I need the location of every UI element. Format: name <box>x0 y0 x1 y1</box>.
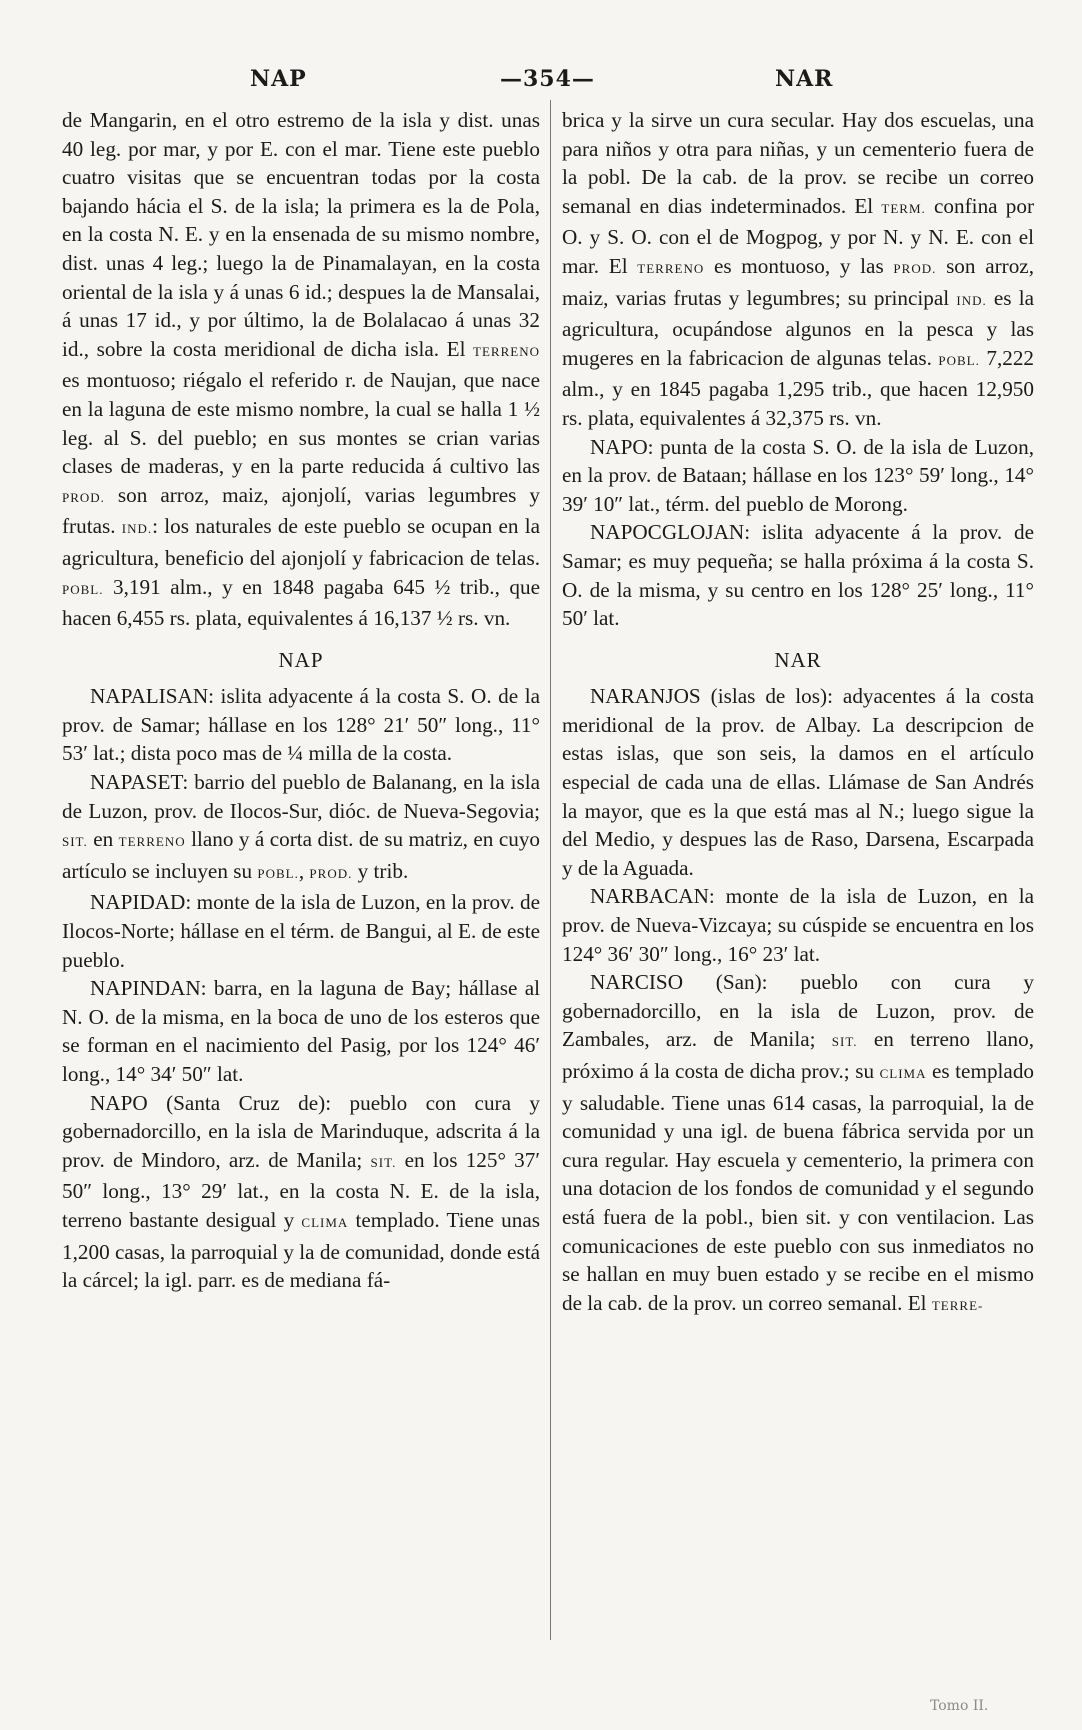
entry-napalisan: NAPALISAN: islita adyacente á la costa S. O. de la prov. de Samar; hállase en los 128° 21′ 50″ long., 11° 53′ lat.; dista poco mas de ¼ milla de la costa. <box>62 684 540 766</box>
volume-signature: Tomo II. <box>930 1698 989 1714</box>
entry-narbacan: NARBACAN: monte de la isla de Luzon, en la prov. de Nueva-Vizcaya; su cúspide se encuentra en los 124° 36′ 30″ long., 16° 23′ lat. <box>562 884 1034 966</box>
right-column <box>562 106 1034 1320</box>
entry-naranjos: NARANJOS (islas de los): adyacentes á la costa meridional de la prov. de Albay. La descripcion de estas islas, que son seis, la damos en el artículo especial de cada una de ellas. Llámase de San Andrés la mayor, que es la que está mas al N.; luego sigue la del Medio, y despues las de Raso, Darsena, Escarpada y de la Aguada. <box>562 684 1034 880</box>
left-column <box>62 106 540 1295</box>
entry-napo: NAPO: punta de la costa S. O. de la isla de Luzon, en la prov. de Bataan; hállase en los 123° 59′ long., 14° 39′ 10″ lat., térm. del pueblo de Morong. <box>562 434 1034 516</box>
section-heading: NAR <box>774 647 822 672</box>
running-head-left: NAP <box>250 66 307 92</box>
entry-continuation: de Mangarin, en el otro estremo de la isla y dist. unas 40 leg. por mar, y por E. con el mar. Tiene este pueblo cuatro visitas que se encuentran todas por la costa bajando hácia el S. de la isla; la primera es la de Pola, en la costa N. E. y en la ensenada de su mismo nombre, dist. unas 4 leg.; luego la de Pinamalayan, en la costa oriental de la isla y á unas 6 id.; despues la de Mansalai, á unas 17 id., y por último, la de Bolalacao á unas 32 id., sobre la costa meridional de dicha isla. El TERRENO es montuoso; riégalo el referido r. de Naujan, que nace en la laguna de este mismo nombre, la cual se halla 1 ½ leg. al S. del pueblo; en sus montes se crian varias clases de maderas, y en la parte reducida á cultivo las PROD. son arroz, maiz, ajonjolí, varias legumbres y frutas. IND.: los naturales de este pueblo se ocupan en la agricultura, beneficio del ajonjolí y fabricacion de telas. POBL. 3,191 alm., y en 1848 pagaba 645 ½ trib., que hacen 6,455 rs. plata, equivalentes á 16,137 ½ rs. vn. <box>62 108 541 631</box>
column-divider <box>550 100 551 1640</box>
entry-napo-santa-cruz: NAPO (Santa Cruz de): pueblo con cura y gobernadorcillo, en la isla de Marinduque, adscrita á la prov. de Mindoro, arz. de Manila; SIT. en los 125° 37′ 50″ long., 13° 29′ lat., en la costa N. E. de la isla, terreno bastante desigual y CLIMA templado. Tiene unas 1,200 casas, la parroquial y la de comunidad, donde está la cárcel; la igl. parr. es de mediana fá- <box>62 1090 540 1293</box>
entry-napindan: NAPINDAN: barra, en la laguna de Bay; hállase al N. O. de la misma, en la boca de uno de los esteros que se forman en el nacimiento del Pasig, por los 124° 46′ long., 14° 34′ 50″ lat. <box>62 976 540 1086</box>
running-head-right: NAR <box>775 66 834 92</box>
entry-napaset: NAPASET: barrio del pueblo de Balanang, en la isla de Luzon, prov. de Ilocos-Sur, dióc. de Nueva-Segovia; SIT. en TERRENO llano y á corta dist. de su matriz, en cuyo artículo se incluyen su POBL., PROD. y trib. <box>62 770 541 883</box>
entry-narciso: NARCISO (San): pueblo con cura y gobernadorcillo, en la isla de Luzon, prov. de Zambales, arz. de Manila; SIT. en terreno llano, próximo á la costa de dicha prov.; su CLIMA es templado y saludable. Tiene unas 614 casas, la parroquial, la de comunidad y una igl. de buena fábrica servida por un cura regular. Hay escuela y cementerio, la primera con una dotacion de los fondos de comunidad y el segundo está fuera de la pobl., bien sit. y con ventilacion. Las comunicaciones de este pueblo con sus inmediatos no se hallan en muy buen estado y se recibe en el mismo de la cab. de la prov. un correo semanal. El TERRE- <box>562 970 1035 1315</box>
entry-napocglojan: NAPOCGLOJAN: islita adyacente á la prov. de Samar; es muy pequeña; se halla próxima á la costa S. O. de la misma, y su centro en los 128° 25′ long., 11° 50′ lat. <box>562 520 1034 631</box>
section-heading: NAP <box>278 647 324 672</box>
entry-napidad: NAPIDAD: monte de la isla de Luzon, en la prov. de Ilocos-Norte; hállase en el térm. de Bangui, al E. de este pueblo. <box>62 890 540 972</box>
page-number: —354— <box>500 66 595 92</box>
entry-continuation: brica y la sirve un cura secular. Hay dos escuelas, una para niños y otra para niñas, y un cementerio fuera de la pobl. De la cab. de la prov. se recibe un correo semanal en dias indeterminados. El TERM. confina por O. y S. O. con el de Mogpog, y por N. y N. E. con el mar. El TERRENO es montuoso, y las PROD. son arroz, maiz, varias frutas y legumbres; su principal IND. es la agricultura, ocupándose algunos en la pesca y las mugeres en la fabricacion de algunas telas. POBL. 7,222 alm., y en 1845 pagaba 1,295 trib., que hacen 12,950 rs. plata, equivalentes á 32,375 rs. vn. <box>562 108 1035 430</box>
